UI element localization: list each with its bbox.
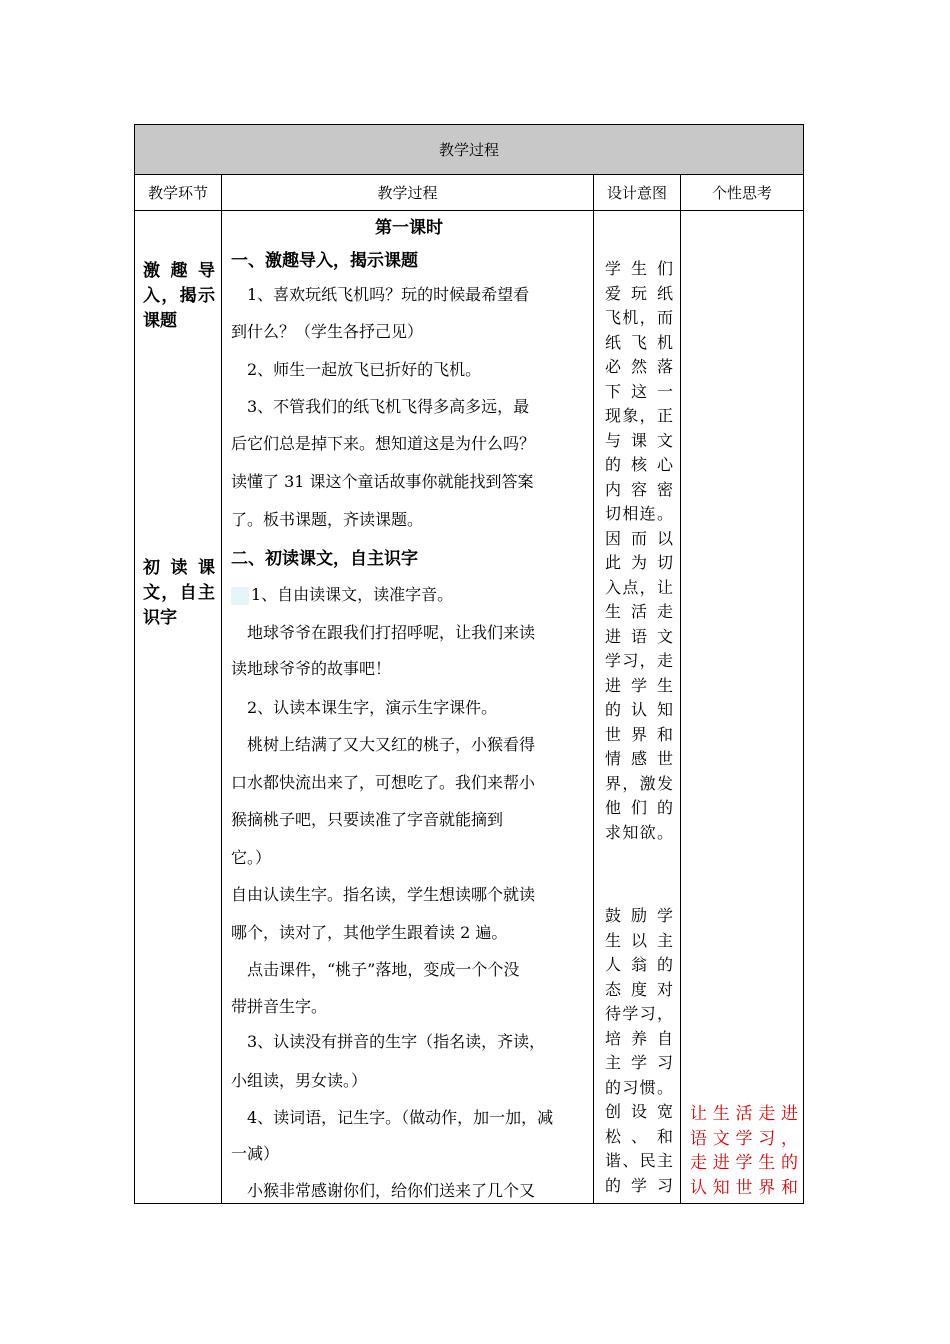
intent-line: 切相连。 bbox=[605, 504, 673, 523]
process-line-text: 二、初读课文，自主识字 bbox=[231, 549, 418, 569]
stage-2-line: 初 读 课 bbox=[143, 558, 215, 578]
intent-line: 态 度 对 bbox=[605, 979, 673, 999]
intent-line: 界，激发 bbox=[605, 773, 673, 793]
intent-line: 的 核 心 bbox=[605, 455, 673, 474]
column-divider bbox=[221, 175, 222, 1203]
intent-line: 入点，让 bbox=[605, 577, 673, 597]
stage-1-line: 课题 bbox=[143, 311, 177, 331]
process-line-text: 读地球爷爷的故事吧！ bbox=[231, 659, 392, 678]
intent-line: 创 设 宽 bbox=[605, 1102, 673, 1121]
header-intent: 设计意图 bbox=[594, 175, 680, 211]
process-line-text: 带拼音生字。 bbox=[231, 997, 328, 1016]
stage-1-line: 入，揭示 bbox=[143, 286, 215, 306]
process-line-text: 3、不管我们的纸飞机飞得多高多远，最 bbox=[231, 397, 530, 416]
process-line bbox=[231, 882, 587, 905]
header-stage: 教学环节 bbox=[135, 175, 221, 211]
stage-1-line: 激 趣 导 bbox=[143, 261, 215, 281]
process-line bbox=[231, 994, 587, 1017]
intent-line: 待学习， bbox=[605, 1004, 673, 1023]
intent-line: 培 养 自 bbox=[605, 1028, 673, 1048]
intent-line: 鼓 励 学 bbox=[605, 906, 673, 925]
process-line bbox=[231, 732, 587, 755]
process-line bbox=[231, 1029, 587, 1052]
lesson-title: 第一课时 bbox=[375, 218, 443, 238]
process-line-text: 口水都快流出来了，可想吃了。我们来帮小 bbox=[231, 773, 536, 792]
process-line bbox=[231, 507, 587, 530]
process-line-text: 哪个，读对了，其他学生跟着读 2 遍。 bbox=[231, 923, 508, 942]
intent-line: 谐、民主 bbox=[605, 1151, 673, 1170]
highlight-marker bbox=[231, 587, 249, 605]
intent-line: 学习，走 bbox=[605, 651, 673, 670]
stage-2-line: 文，自主 bbox=[143, 583, 215, 603]
stage-2-line: 识字 bbox=[143, 608, 177, 628]
process-line-text: 它。） bbox=[231, 848, 272, 867]
intent-line: 生 活 走 bbox=[605, 602, 673, 621]
intent-line: 进 语 文 bbox=[605, 626, 673, 646]
process-line bbox=[231, 282, 587, 305]
intent-line: 人 翁 的 bbox=[605, 955, 673, 974]
process-line-text: 2、师生一起放飞已折好的飞机。 bbox=[231, 360, 482, 379]
intent-line: 必 然 落 bbox=[605, 357, 673, 376]
process-line bbox=[231, 1141, 587, 1164]
process-line bbox=[231, 469, 587, 492]
process-line-text: 小猴非常感谢你们，给你们送来了几个又 bbox=[231, 1181, 536, 1200]
intent-line: 他 们 的 bbox=[605, 798, 673, 817]
intent-line: 主 学 习 bbox=[605, 1053, 673, 1072]
intent-line: 的 认 知 bbox=[605, 700, 673, 719]
process-line-text: 小组读，男女读。） bbox=[231, 1071, 368, 1090]
process-line-text: 3、认读没有拼音的生字（指名读，齐读， bbox=[231, 1032, 546, 1051]
intent-line: 与 课 文 bbox=[605, 430, 673, 450]
intent-line: 飞机，而 bbox=[605, 308, 673, 327]
thinking-note bbox=[690, 1102, 798, 1200]
process-line-text: 一减） bbox=[231, 1144, 280, 1163]
process-line-text: 2、认读本课生字，演示生字课件。 bbox=[231, 698, 498, 717]
intent-line: 现象，正 bbox=[605, 406, 673, 425]
intent-line: 进 学 生 bbox=[605, 675, 673, 695]
process-line bbox=[231, 1178, 587, 1201]
process-line-text: 了。板书课题，齐读课题。 bbox=[231, 510, 424, 529]
intent-line: 下 这 一 bbox=[605, 381, 673, 401]
lesson-table bbox=[134, 124, 804, 1204]
process-line bbox=[231, 394, 587, 417]
section-heading bbox=[231, 544, 587, 569]
header-process: 教学过程 bbox=[222, 175, 593, 211]
process-line bbox=[231, 1105, 587, 1128]
intent-line: 因 而 以 bbox=[605, 528, 673, 548]
process-line-text: 到什么？（学生各抒己见） bbox=[231, 322, 424, 341]
process-line-text: 读懂了 31 课这个童话故事你就能找到答案 bbox=[231, 472, 534, 491]
thinking-line: 走进学生的 bbox=[690, 1153, 798, 1173]
process-line bbox=[231, 582, 587, 605]
intent-line: 纸 飞 机 bbox=[605, 332, 673, 352]
intent-line: 世 界 和 bbox=[605, 724, 673, 744]
process-line-text: 1、自由读课文，读准字音。 bbox=[251, 585, 454, 604]
process-line bbox=[231, 695, 587, 718]
process-line-text: 1、喜欢玩纸飞机吗？玩的时候最希望看 bbox=[231, 285, 530, 304]
process-line bbox=[231, 957, 587, 980]
process-line-text: 后它们总是掉下来。想知道这是为什么吗？ bbox=[231, 434, 536, 453]
intent-block-1 bbox=[605, 257, 673, 845]
thinking-line: 认知世界和 bbox=[690, 1177, 798, 1198]
intent-line: 学 生 们 bbox=[605, 259, 673, 278]
thinking-line: 让生活走进 bbox=[690, 1104, 798, 1124]
process-line bbox=[231, 431, 587, 454]
process-line bbox=[231, 1068, 587, 1091]
process-line bbox=[231, 770, 587, 793]
intent-line: 情 感 世 bbox=[605, 749, 673, 768]
process-line-text: 自由认读生字。指名读，学生想读哪个就读 bbox=[231, 885, 536, 904]
intent-block-2 bbox=[605, 904, 673, 1198]
intent-line: 求知欲。 bbox=[605, 822, 673, 842]
stage-2 bbox=[143, 556, 215, 631]
process-line bbox=[231, 357, 587, 380]
process-line bbox=[231, 920, 587, 943]
header-thinking: 个性思考 bbox=[681, 175, 803, 211]
stage-1 bbox=[143, 259, 215, 334]
thinking-line: 语文学习， bbox=[690, 1128, 798, 1149]
process-line bbox=[231, 656, 587, 679]
section-heading bbox=[231, 246, 587, 271]
process-line bbox=[231, 807, 587, 830]
intent-line: 的 学 习 bbox=[605, 1175, 673, 1195]
column-divider bbox=[680, 175, 681, 1203]
intent-line: 内 容 密 bbox=[605, 479, 673, 499]
process-line bbox=[231, 319, 587, 342]
intent-line: 爱 玩 纸 bbox=[605, 283, 673, 303]
process-line-text: 4、读词语，记生字。（做动作，加一加，减 bbox=[231, 1108, 554, 1127]
process-line bbox=[231, 845, 587, 868]
intent-line: 的习惯。 bbox=[605, 1077, 673, 1097]
process-line-text: 一、激趣导入，揭示课题 bbox=[231, 251, 418, 271]
process-line-text: 地球爷爷在跟我们打招呼呢，让我们来读 bbox=[231, 623, 536, 642]
intent-line: 生 以 主 bbox=[605, 930, 673, 950]
process-line bbox=[231, 620, 587, 643]
process-line-text: 猴摘桃子吧，只要读准了字音就能摘到 bbox=[231, 810, 504, 829]
intent-line: 松 、 和 bbox=[605, 1126, 673, 1146]
process-line-text: 桃树上结满了又大又红的桃子，小猴看得 bbox=[231, 735, 536, 754]
process-line-text: 点击课件，“桃子”落地，变成一个个没 bbox=[231, 960, 520, 979]
intent-line: 此 为 切 bbox=[605, 553, 673, 572]
column-divider bbox=[593, 175, 594, 1203]
table-title: 教学过程 bbox=[135, 125, 803, 175]
